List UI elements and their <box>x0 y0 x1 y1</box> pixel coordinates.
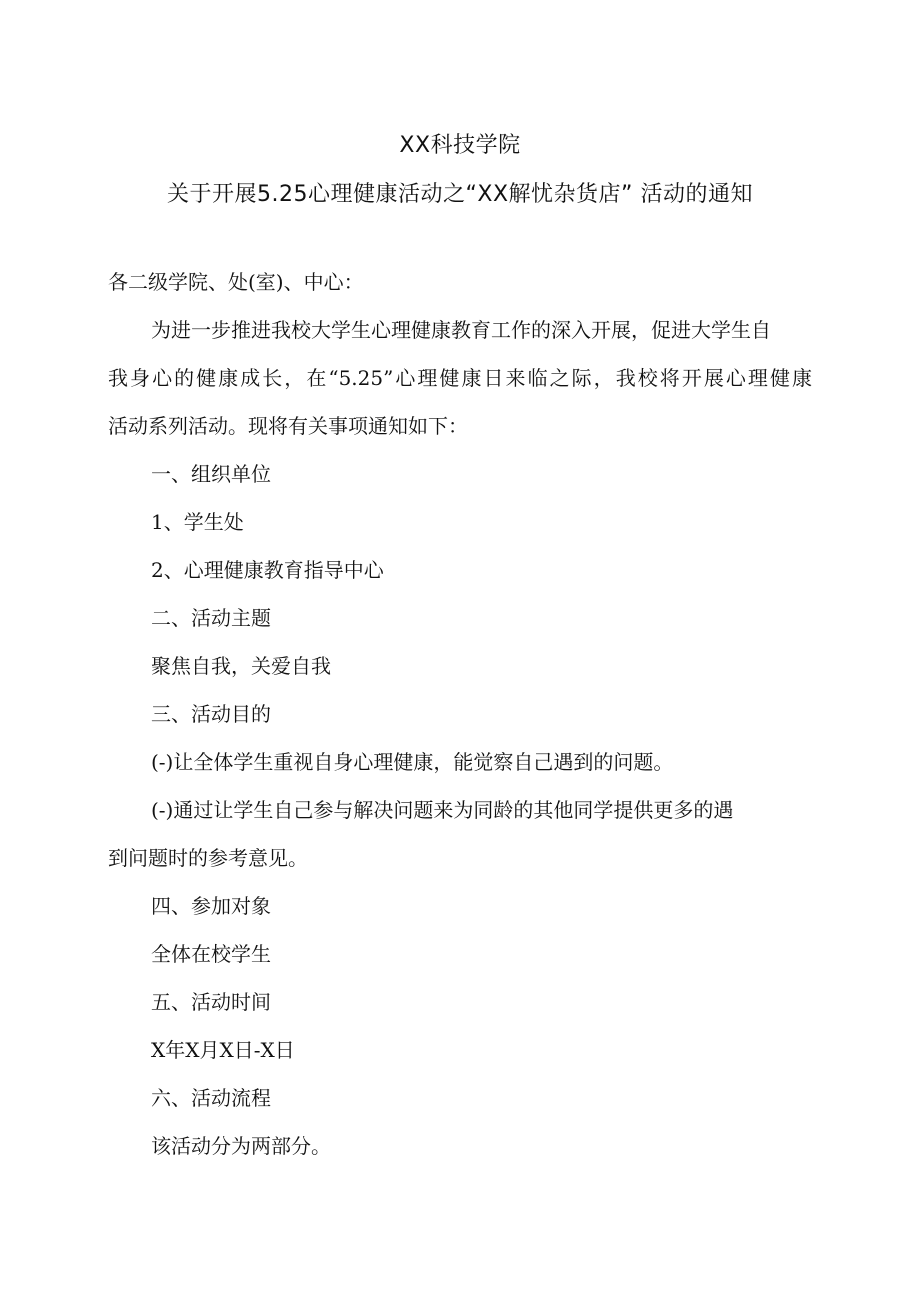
salutation: 各二级学院、处(室)、中心： <box>108 270 364 294</box>
section-heading-process: 六、活动流程 <box>151 1086 271 1110</box>
process-text: 该活动分为两部分。 <box>151 1134 331 1158</box>
intro-line-3: 活动系列活动。现将有关事项通知如下： <box>108 414 468 438</box>
school-name: XX科技学院 <box>399 133 521 158</box>
purpose-item: (-)通过让学生自己参与解决问题来为同龄的其他同学提供更多的遇 <box>151 798 734 822</box>
organizer-item: 1、学生处 <box>151 510 244 534</box>
section-heading-time: 五、活动时间 <box>151 990 271 1014</box>
section-heading-organizers: 一、组织单位 <box>151 462 271 486</box>
notice-title: 关于开展5.25心理健康活动之“XX解忧杂货店” 活动的通知 <box>167 182 753 207</box>
intro-line-1: 为进一步推进我校大学生心理健康教育工作的深入开展，促进大学生自 <box>151 318 771 342</box>
organizer-item: 2、心理健康教育指导中心 <box>151 558 384 582</box>
section-heading-theme: 二、活动主题 <box>151 606 271 630</box>
purpose-item: (-)让全体学生重视自身心理健康，能觉察自己遇到的问题。 <box>151 750 674 774</box>
purpose-item-continued: 到问题时的参考意见。 <box>108 846 308 870</box>
section-heading-participants: 四、参加对象 <box>151 894 271 918</box>
time-text: X年X月X日-X日 <box>151 1038 295 1062</box>
theme-text: 聚焦自我，关爱自我 <box>151 654 331 678</box>
participants-text: 全体在校学生 <box>151 942 271 966</box>
section-heading-purpose: 三、活动目的 <box>151 702 271 726</box>
intro-line-2: 我身心的健康成长，在“5.25”心理健康日来临之际，我校将开展心理健康 <box>108 366 812 390</box>
